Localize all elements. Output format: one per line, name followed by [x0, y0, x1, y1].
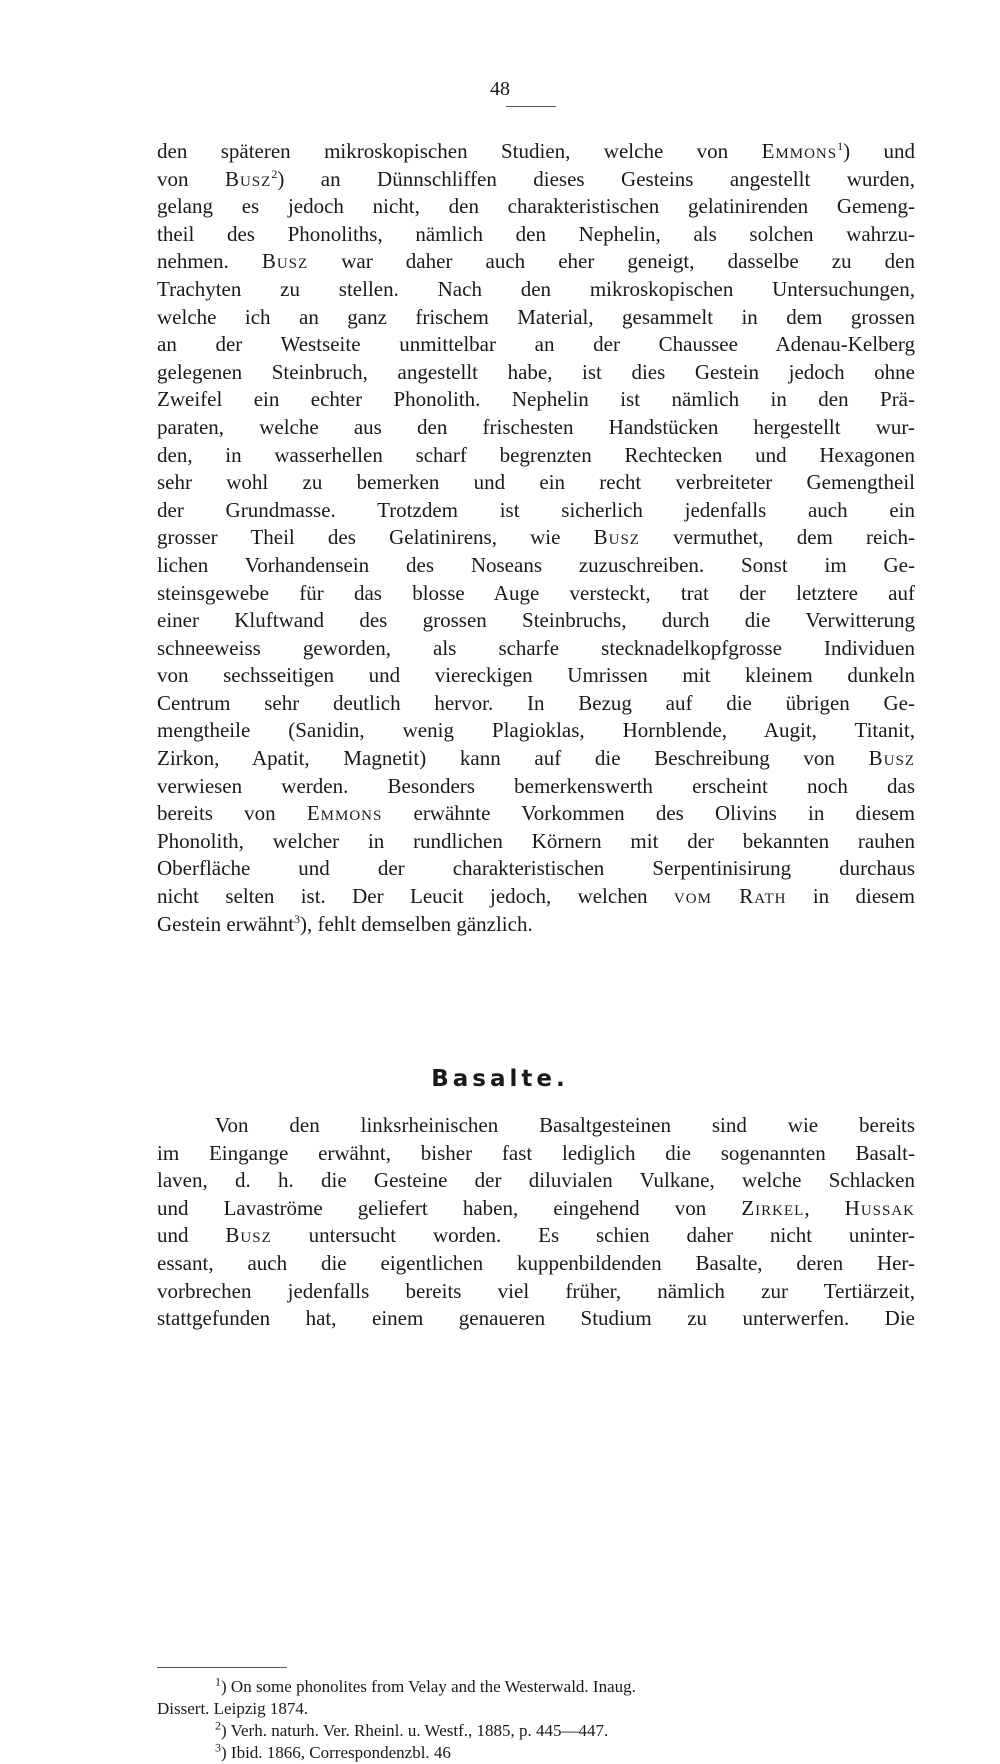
- text-line: [157, 662, 915, 690]
- text-run: gelang es jedoch nicht, den charakteristischen gelatinirenden Gemeng-: [157, 194, 915, 219]
- text-line: [157, 690, 915, 718]
- text-line: [157, 1195, 915, 1223]
- footnote-marker: 3: [215, 1740, 221, 1755]
- text-run: vermuthet, dem reich-: [639, 525, 915, 550]
- text-run: steinsgewebe für das blosse Auge versteckt, trat der letztere auf: [157, 580, 915, 605]
- text-line: [157, 193, 915, 221]
- footnote-marker: 1: [215, 1674, 221, 1689]
- text-line: [157, 248, 915, 276]
- page-number: 48: [490, 78, 510, 100]
- text-run: Centrum sehr deutlich hervor. In Bezug auf die übrigen Ge-: [157, 690, 915, 715]
- text-line: [157, 1167, 915, 1195]
- text-line: [157, 635, 915, 663]
- text-run: ) Ibid. 1866, Correspondenzbl. 46: [221, 1743, 451, 1762]
- text-line: [157, 138, 915, 166]
- section-heading: Basalte.: [431, 1066, 569, 1092]
- text-line: [157, 497, 915, 525]
- text-run: essant, auch die eigentlichen kuppenbildenden Basalte, deren Her-: [157, 1250, 915, 1275]
- text-run: war daher auch eher geneigt, dasselbe zu den: [308, 249, 916, 274]
- text-line: [157, 166, 915, 194]
- footnote-marker: 1: [837, 139, 844, 153]
- text-line: [157, 607, 915, 635]
- text-run: grosser Theil des Gelatinirens, wie: [157, 525, 594, 550]
- footnote-line: [157, 1720, 915, 1742]
- text-run: und Lavaströme geliefert haben, eingehend von: [157, 1195, 742, 1220]
- text-line: [157, 1222, 915, 1250]
- text-run: und: [157, 1223, 226, 1248]
- text-run: Trachyten zu stellen. Nach den mikroskopischen Untersuchungen,: [157, 276, 915, 301]
- footnote-marker: 2: [215, 1718, 221, 1733]
- author-name: vom Rath: [673, 884, 787, 909]
- text-run: Von den linksrheinischen Basaltgesteinen sind wie bereits: [215, 1113, 915, 1137]
- author-name: Emmons: [306, 801, 383, 826]
- text-run: von: [157, 166, 225, 191]
- text-line: [157, 911, 915, 939]
- author-name: Busz: [224, 166, 272, 191]
- text-run: sehr wohl zu bemerken und ein recht verbreiteter Gemengtheil: [157, 470, 915, 495]
- author-name: Zirkel: [741, 1195, 805, 1220]
- footnote-marker: 3: [294, 911, 301, 926]
- text-run: nicht selten ist. Der Leucit jedoch, welchen: [157, 884, 674, 909]
- footnote-line: [157, 1676, 915, 1698]
- paragraph-basalte: [157, 1112, 915, 1333]
- text-line: [157, 524, 915, 552]
- text-run: Zweifel ein echter Phonolith. Nephelin ist nämlich in den Prä-: [157, 387, 915, 412]
- text-run: Oberfläche und der charakteristischen Serpentinisirung durchaus: [157, 856, 915, 881]
- text-line: [157, 1112, 915, 1140]
- text-line: [157, 552, 915, 580]
- text-run: den, in wasserhellen scharf begrenzten Rechtecken und Hexagonen: [157, 442, 915, 467]
- text-line: [157, 1305, 915, 1333]
- text-run: theil des Phonoliths, nämlich den Nephelin, als solchen wahrzu-: [157, 221, 915, 246]
- text-run: ), fehlt demselben gänzlich.: [300, 911, 533, 936]
- page-number-rule: [506, 106, 556, 107]
- text-line: [157, 386, 915, 414]
- footnote-line: [157, 1742, 915, 1764]
- text-run: schneeweiss geworden, als scharfe stecknadelkopfgrosse Individuen: [157, 635, 915, 660]
- text-line: [157, 1250, 915, 1278]
- text-run: ,: [804, 1195, 845, 1220]
- text-line: [157, 469, 915, 497]
- footnotes: [157, 1676, 915, 1764]
- text-run: untersucht worden. Es schien daher nicht uninter-: [271, 1223, 915, 1248]
- text-run: von sechsseitigen und viereckigen Umrissen mit kleinem dunkeln: [157, 663, 915, 688]
- text-line: [157, 580, 915, 608]
- author-name: Busz: [225, 1223, 272, 1248]
- text-run: Zirkon, Apatit, Magnetit) kann auf die Beschreibung von: [157, 746, 869, 771]
- text-run: ) und: [843, 139, 915, 163]
- footnote-marker: 2: [271, 166, 278, 181]
- text-run: ) an Dünnschliffen dieses Gesteins angestellt wurden,: [277, 166, 916, 191]
- text-run: paraten, welche aus den frischesten Handstücken hergestellt wur-: [157, 414, 915, 439]
- text-run: gelegenen Steinbruch, angestellt habe, ist dies Gestein jedoch ohne: [157, 359, 915, 384]
- text-line: [157, 359, 915, 387]
- paragraph-phonolith: [157, 138, 915, 938]
- text-run: Phonolith, welcher in rundlichen Körnern mit der bekannten rauhen: [157, 828, 915, 853]
- text-run: laven, d. h. die Gesteine der diluvialen Vulkane, welche Schlacken: [157, 1168, 915, 1193]
- text-run: vorbrechen jedenfalls bereits viel früher, nämlich zur Tertiärzeit,: [157, 1278, 915, 1303]
- text-run: lichen Vorhandensein des Noseans zuzuschreiben. Sonst im Ge-: [157, 552, 915, 577]
- footnote-line: [157, 1698, 915, 1720]
- text-run: an der Westseite unmittelbar an der Chaussee Adenau-Kelberg: [157, 332, 915, 357]
- text-run: in diesem: [786, 884, 915, 909]
- text-run: ) On some phonolites from Velay and the Westerwald. Inaug.: [221, 1677, 636, 1696]
- text-run: Gestein erwähnt: [157, 911, 295, 936]
- text-run: verwiesen werden. Besonders bemerkenswerth erscheint noch das: [157, 773, 915, 798]
- text-line: [157, 414, 915, 442]
- text-line: [157, 304, 915, 332]
- author-name: Busz: [261, 249, 309, 274]
- text-line: [157, 1278, 915, 1306]
- author-name: Emmons: [761, 139, 838, 163]
- text-line: [157, 883, 915, 911]
- text-line: [157, 276, 915, 304]
- text-line: [157, 745, 915, 773]
- text-run: ) Verh. naturh. Ver. Rheinl. u. Westf., 1885, p. 445—447.: [221, 1721, 609, 1740]
- text-run: stattgefunden hat, einem genaueren Studium zu unterwerfen. Die: [157, 1306, 915, 1331]
- text-run: der Grundmasse. Trotzdem ist sicherlich jedenfalls auch ein: [157, 497, 915, 522]
- text-line: [157, 717, 915, 745]
- text-line: [157, 855, 915, 883]
- text-run: welche ich an ganz frischem Material, gesammelt in dem grossen: [157, 304, 915, 329]
- text-run: Dissert. Leipzig 1874.: [157, 1699, 309, 1718]
- text-line: [157, 773, 915, 801]
- text-line: [157, 828, 915, 856]
- text-line: [157, 221, 915, 249]
- text-line: [157, 442, 915, 470]
- text-line: [157, 1140, 915, 1168]
- text-run: nehmen.: [157, 249, 262, 274]
- text-run: erwähnte Vorkommen des Olivins in diesem: [382, 801, 915, 826]
- text-line: [157, 800, 915, 828]
- text-line: [157, 331, 915, 359]
- footnote-rule: [157, 1667, 287, 1668]
- text-run: einer Kluftwand des grossen Steinbruchs, durch die Verwitterung: [157, 608, 915, 633]
- author-name: Hussak: [844, 1195, 916, 1220]
- author-name: Busz: [593, 525, 640, 550]
- text-run: den späteren mikroskopischen Studien, welche von: [157, 139, 762, 163]
- text-run: bereits von: [157, 801, 307, 826]
- text-run: im Eingange erwähnt, bisher fast lediglich die sogenannten Basalt-: [157, 1140, 915, 1165]
- author-name: Busz: [868, 746, 915, 771]
- text-run: mengtheile (Sanidin, wenig Plagioklas, Hornblende, Augit, Titanit,: [157, 718, 915, 743]
